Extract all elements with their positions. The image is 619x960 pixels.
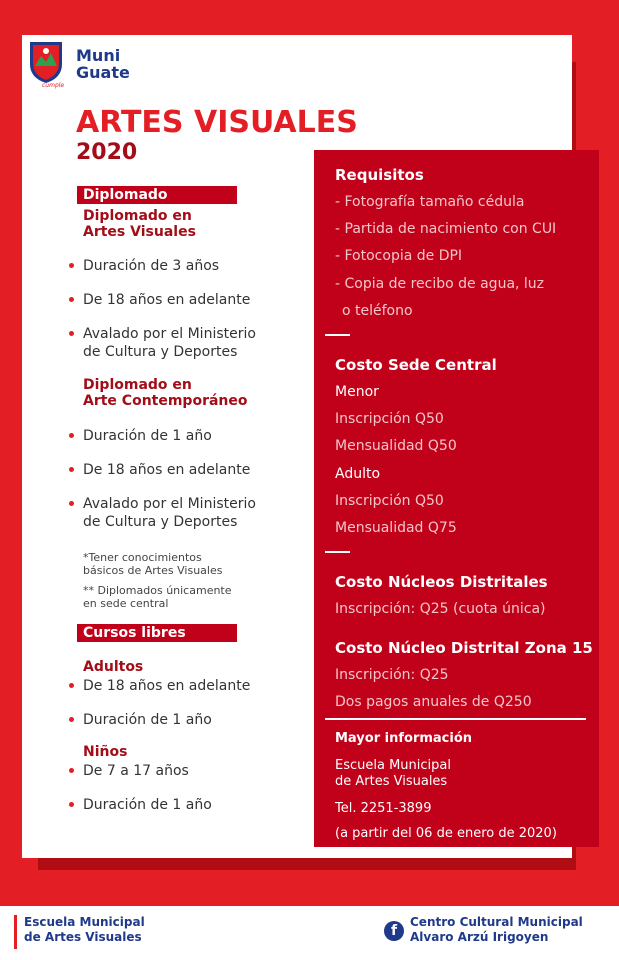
section-bar-cursos-libres: Cursos libres [77, 624, 237, 642]
list-item: Duración de 1 año [83, 711, 212, 729]
dip2-title: Diplomado en Arte Contemporáneo [83, 377, 248, 409]
info-title: Mayor información [335, 731, 473, 746]
list-item: De 18 años en adelante [83, 291, 250, 309]
zona15-inscripcion: Inscripción: Q25 [335, 667, 449, 683]
sede-central-title: Costo Sede Central [335, 356, 497, 374]
req-item: - Fotocopia de DPI [335, 248, 463, 264]
facebook-icon[interactable]: f [384, 921, 404, 941]
nucleos-title: Costo Núcleos Distritales [335, 573, 548, 591]
list-item: Duración de 3 años [83, 257, 219, 275]
menor-label: Menor [335, 384, 379, 400]
footer-school: Escuela Municipal de Artes Visuales [14, 915, 145, 949]
nucleos-inscripcion: Inscripción: Q25 (cuota única) [335, 601, 546, 617]
adultos-title: Adultos [83, 659, 144, 675]
dip1-title: Diplomado en Artes Visuales [83, 208, 196, 240]
menor-mensualidad: Mensualidad Q50 [335, 438, 457, 454]
adulto-mensualidad: Mensualidad Q75 [335, 520, 457, 536]
list-item: Duración de 1 año [83, 796, 212, 814]
muni-guate-shield-icon [27, 40, 65, 84]
menor-inscripcion: Inscripción Q50 [335, 411, 444, 427]
info-phone: Tel. 2251-3899 [335, 801, 432, 816]
brand-name: Muni Guate [76, 46, 130, 82]
page-title: ARTES VISUALES [76, 105, 358, 140]
footer-cultural-center: Centro Cultural Municipal Alvaro Arzú Irigoyen [410, 915, 583, 944]
requisitos-title: Requisitos [335, 166, 424, 184]
info-school-name: Escuela Municipal de Artes Visuales [335, 758, 451, 789]
req-item: - Copia de recibo de agua, luz o teléfono [335, 276, 545, 319]
adulto-label: Adulto [335, 466, 381, 482]
page-year: 2020 [76, 140, 138, 165]
zona15-title: Costo Núcleo Distrital Zona 15 [335, 639, 593, 657]
list-item: Duración de 1 año [83, 427, 212, 445]
list-item: Avalado por el Ministerio de Cultura y Deportes [83, 495, 256, 531]
section-bar-diplomado: Diplomado [77, 186, 237, 204]
req-item: - Partida de nacimiento con CUI [335, 221, 557, 237]
divider [325, 551, 350, 553]
note-2: ** Diplomados únicamente en sede central [83, 584, 232, 610]
divider [325, 718, 586, 720]
list-item: De 7 a 17 años [83, 762, 189, 780]
ninos-title: Niños [83, 744, 128, 760]
list-item: De 18 años en adelante [83, 461, 250, 479]
list-item: Avalado por el Ministerio de Cultura y Deportes [83, 325, 256, 361]
info-note: (a partir del 06 de enero de 2020) [335, 826, 557, 841]
divider [325, 334, 350, 336]
list-item: De 18 años en adelante [83, 677, 250, 695]
adulto-inscripcion: Inscripción Q50 [335, 493, 444, 509]
brand-tagline: cumple [42, 82, 65, 89]
zona15-pagos: Dos pagos anuales de Q250 [335, 694, 532, 710]
req-item: - Fotografía tamaño cédula [335, 194, 525, 210]
note-1: *Tener conocimientos básicos de Artes Visuales [83, 551, 223, 577]
